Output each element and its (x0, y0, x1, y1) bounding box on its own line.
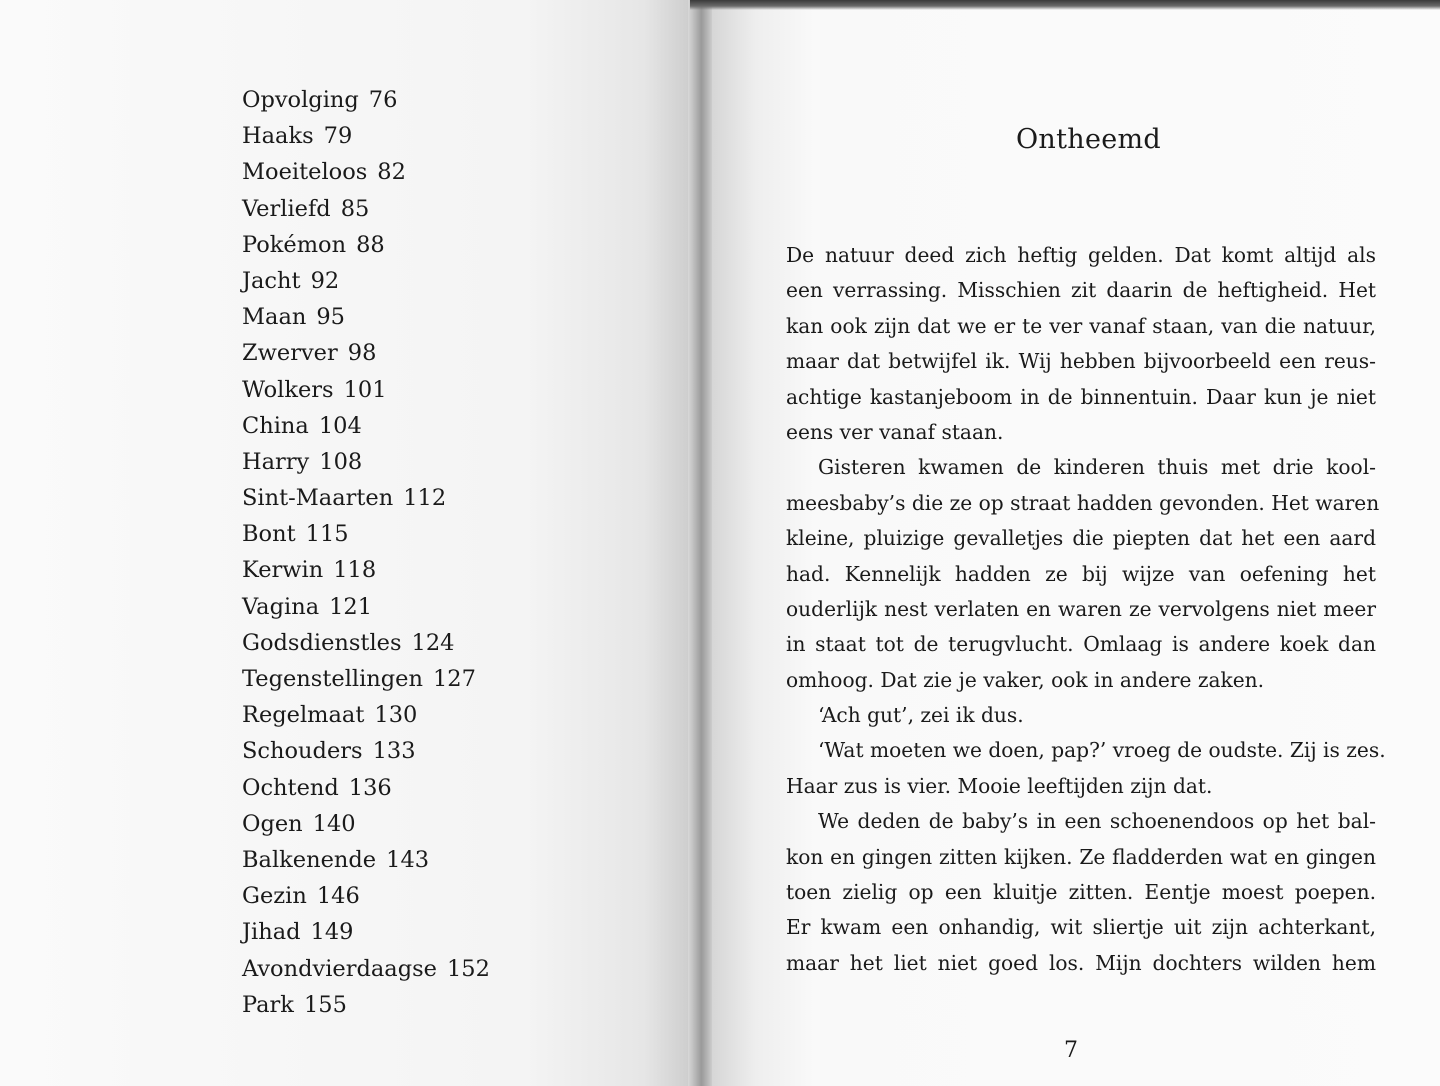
toc-entry-page: 104 (318, 412, 362, 439)
toc-entry (242, 118, 490, 154)
page-top-shadow (690, 0, 1440, 10)
toc-entry-page: 136 (348, 774, 392, 801)
toc-entry (242, 480, 490, 516)
toc-entry-page: 121 (329, 593, 373, 620)
toc-entry-title: Ogen (242, 810, 303, 837)
toc-entry-title: Godsdienstles (242, 629, 402, 656)
toc-entry-title: Opvolging (242, 87, 359, 113)
toc-entry-page: 76 (368, 87, 398, 113)
toc-entry-page: 140 (312, 810, 356, 837)
chapter-body (786, 238, 1386, 981)
text-line: ouderlijk nest verlaten en waren ze vervolgens niet meer (786, 596, 1376, 621)
toc-entry (242, 372, 490, 408)
chapter-title: Ontheemd (1016, 124, 1162, 155)
toc-entry-page: 152 (446, 955, 490, 982)
toc-entry (242, 806, 490, 842)
toc-entry-title: Gezin (242, 883, 307, 910)
toc-entry (242, 154, 490, 190)
toc-entry-page: 155 (303, 991, 347, 1018)
toc-entry (242, 82, 490, 118)
toc-entry-title: Verliefd (242, 195, 331, 222)
text-line: meesbaby’s die ze op straat hadden gevonden. Het waren (786, 490, 1380, 515)
toc-entry (242, 914, 490, 950)
left-page (0, 0, 700, 1086)
toc-entry-title: Jacht (242, 267, 301, 294)
toc-entry-page: 115 (305, 521, 349, 548)
toc-entry-title: Zwerver (242, 340, 338, 367)
toc-entry-page: 85 (340, 195, 370, 222)
toc-entry-title: Tegenstellingen (242, 666, 423, 692)
toc-entry (242, 444, 490, 480)
toc-entry-title: Park (242, 991, 294, 1018)
toc-entry-page: 82 (377, 159, 406, 186)
text-line: ‘Wat moeten we doen, pap?’ vroeg de oudste. Zij is zes. (818, 738, 1386, 763)
text-line: toen zielig op een kluitje zitten. Eentje moest poepen. (786, 880, 1376, 905)
toc-entry-page: 79 (323, 123, 353, 150)
toc-entry-title: Maan (242, 304, 307, 331)
toc-entry-page: 130 (374, 702, 418, 729)
toc-entry (242, 661, 490, 697)
text-line: kon en gingen zitten kijken. Ze fladderden wat en gingen (786, 844, 1376, 869)
toc-entry-title: China (242, 412, 309, 439)
toc-entry (242, 697, 490, 733)
toc-entry (242, 516, 490, 552)
toc-entry-page: 101 (343, 376, 387, 403)
text-line: maar het liet niet goed los. Mijn dochters wilden hem (786, 950, 1376, 975)
toc-entry (242, 987, 490, 1023)
toc-entry (242, 733, 490, 769)
toc-entry-title: Sint-Maarten (242, 485, 394, 512)
text-line: had. Kennelijk hadden ze bij wijze van oefening het (786, 561, 1376, 586)
table-of-contents (242, 82, 490, 1023)
toc-entry (242, 842, 490, 878)
text-line: kleine, pluizige gevalletjes die piepten dat het een aard (786, 526, 1376, 551)
text-line: achtige kastanjeboom in de binnentuin. Daar kun je niet (786, 384, 1376, 409)
toc-entry-title: Harry (242, 448, 310, 475)
toc-entry (242, 191, 490, 227)
text-line: ‘Ach gut’, zei ik dus. (818, 703, 1024, 728)
toc-entry-page: 133 (372, 738, 416, 765)
text-line: maar dat betwijfel ik. Wij hebben bijvoorbeeld een reus- (786, 349, 1376, 374)
toc-entry-title: Balkenende (242, 846, 377, 873)
toc-entry-title: Bont (242, 521, 296, 548)
text-line: De natuur deed zich heftig gelden. Dat komt altijd als (786, 243, 1376, 267)
toc-entry-title: Jihad (242, 919, 301, 946)
text-line: kan ook zijn dat we er te ver vanaf staan, van die natuur, (786, 313, 1376, 338)
toc-entry (242, 552, 490, 588)
toc-entry (242, 408, 490, 444)
toc-entry (242, 335, 490, 371)
text-line: een verrassing. Misschien zit daarin de heftigheid. Het (786, 278, 1376, 303)
toc-entry-page: 108 (319, 448, 363, 475)
text-line: omhoog. Dat zie je vaker, ook in andere zaken. (786, 667, 1265, 692)
text-line: in staat tot de terugvlucht. Omlaag is andere koek dan (786, 632, 1376, 657)
text-line: eens ver vanaf staan. (786, 419, 1004, 444)
toc-entry (242, 263, 490, 299)
toc-entry-page: 146 (316, 883, 360, 910)
toc-entry (242, 227, 490, 263)
toc-entry-page: 143 (386, 846, 430, 873)
toc-entry (242, 589, 490, 625)
toc-entry-page: 118 (333, 557, 377, 584)
toc-entry-page: 124 (411, 629, 455, 656)
toc-entry-title: Haaks (242, 123, 314, 150)
toc-entry-page: 92 (310, 267, 340, 294)
toc-entry-title: Moeiteloos (242, 159, 368, 186)
toc-entry-title: Ochtend (242, 774, 339, 801)
toc-entry-title: Vagina (242, 593, 320, 620)
toc-entry-title: Regelmaat (242, 702, 365, 729)
text-line: Haar zus is vier. Mooie leeftijden zijn dat. (786, 773, 1213, 798)
toc-entry-title: Kerwin (242, 557, 324, 584)
text-line: Gisteren kwamen de kinderen thuis met drie kool- (818, 455, 1376, 480)
toc-entry (242, 625, 490, 661)
toc-entry-page: 95 (316, 304, 345, 331)
toc-entry-title: Wolkers (242, 376, 334, 403)
page-number: 7 (1064, 1038, 1078, 1063)
toc-entry-page: 149 (310, 919, 354, 946)
toc-entry-title: Pokémon (242, 231, 347, 258)
toc-entry-page: 88 (356, 231, 385, 258)
toc-entry-page: 127 (432, 666, 476, 692)
toc-entry-title: Avondvierdaagse (242, 955, 437, 982)
toc-entry (242, 299, 490, 335)
text-line: We deden de baby’s in een schoenendoos op het bal- (818, 809, 1376, 834)
toc-entry (242, 878, 490, 914)
toc-entry-page: 98 (347, 340, 377, 367)
toc-entry-title: Schouders (242, 738, 363, 765)
text-line: Er kwam een onhandig, wit sliertje uit zijn achterkant, (786, 915, 1376, 940)
toc-entry (242, 951, 490, 987)
toc-entry (242, 770, 490, 806)
toc-entry-page: 112 (403, 485, 447, 512)
